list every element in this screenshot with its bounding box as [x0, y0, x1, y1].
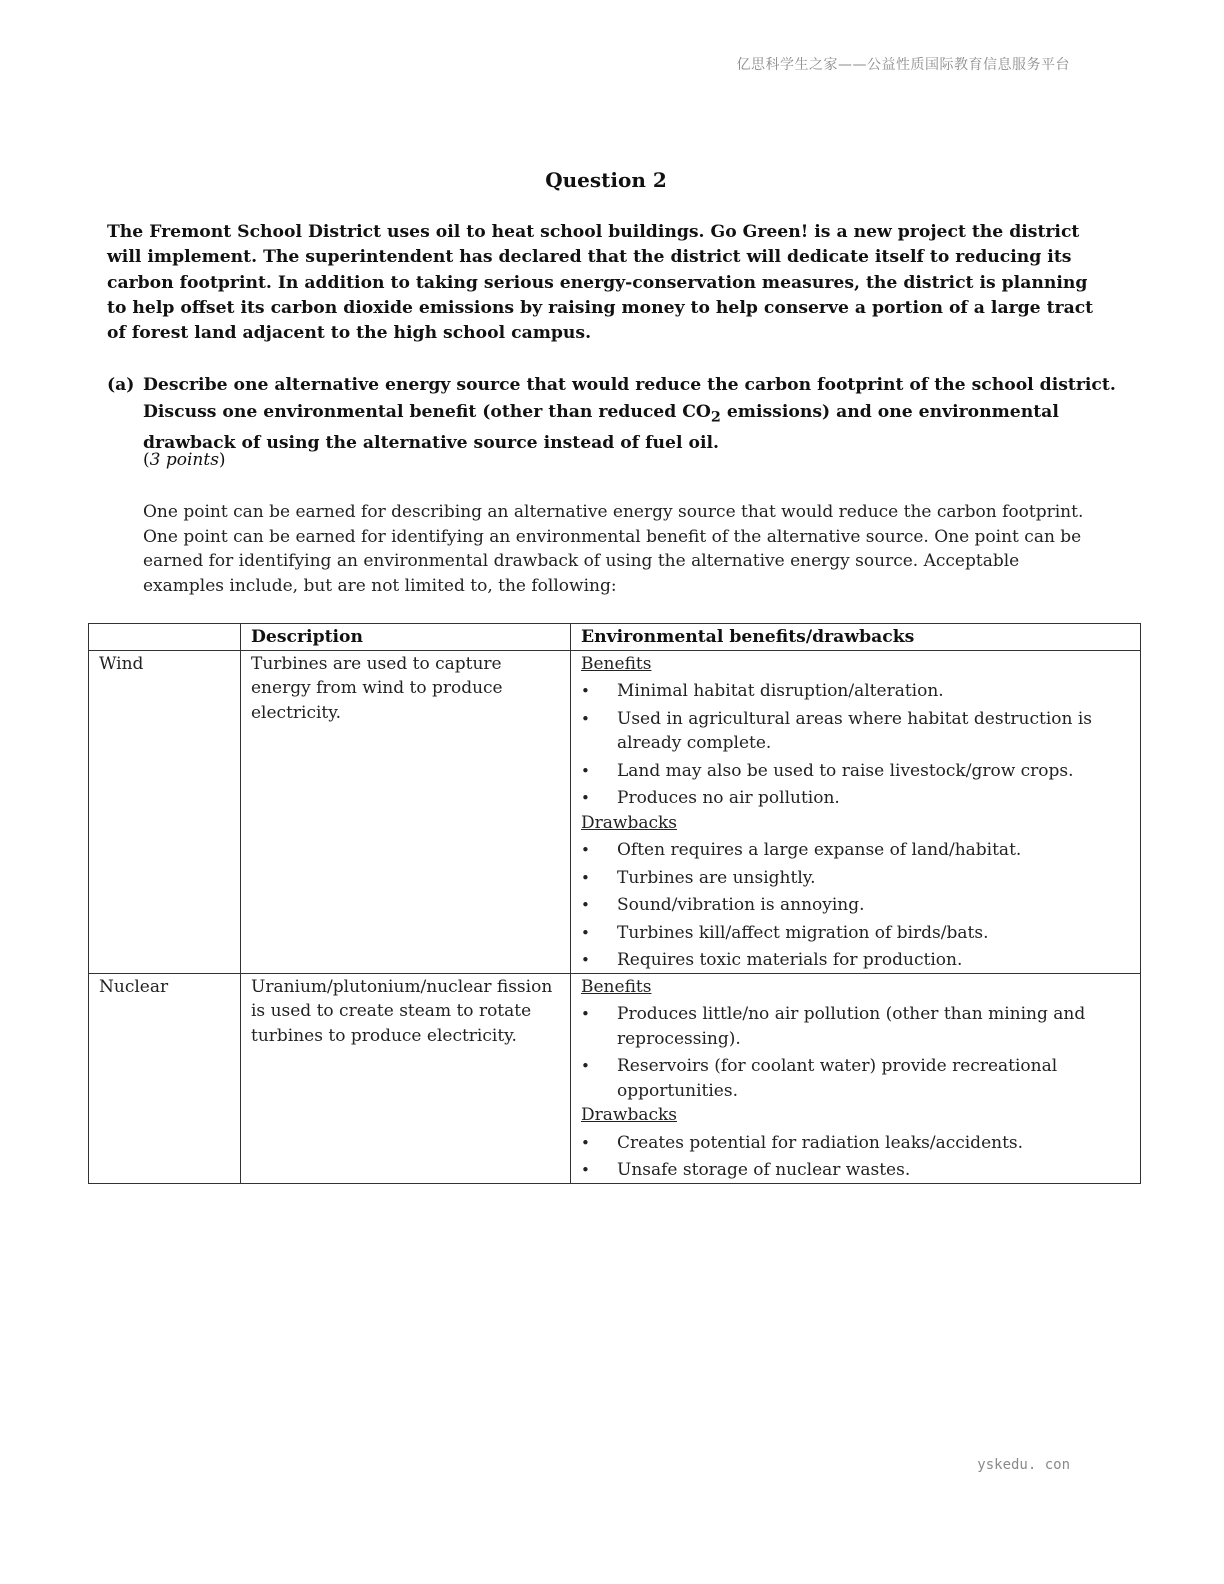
- drawbacks-list: [581, 838, 1130, 973]
- prompt-subscript: 2: [710, 408, 721, 425]
- list-item: [581, 1131, 1130, 1156]
- scoring-guideline: One point can be earned for describing an alternative energy source that would reduce the carbon footprint. One point can be earned for identifying an environmental benefit of the alternative source. One point can be earned for identifying an environmental drawback of using the alternative energy source. Acceptable examples include, but are not limited to, the following:: [143, 502, 1084, 596]
- drawbacks-item-text: Turbines kill/affect migration of birds/bats.: [617, 922, 989, 943]
- benefits-list: [581, 1002, 1130, 1103]
- bullet-icon: •: [581, 923, 590, 942]
- bullet-icon: •: [581, 896, 590, 914]
- bullet-icon: •: [581, 761, 590, 780]
- list-item: [581, 1002, 1130, 1051]
- drawbacks-item-text: Creates potential for radiation leaks/accidents.: [617, 1132, 1024, 1153]
- list-item: [581, 1054, 1130, 1103]
- list-item: [581, 1158, 1130, 1183]
- benefits-item-text: Used in agricultural areas where habitat destruction is already complete.: [617, 708, 1093, 753]
- benefits-item-text: Reservoirs (for coolant water) provide recreational opportunities.: [617, 1056, 1058, 1101]
- drawbacks-item-text: Turbines are unsightly.: [617, 867, 816, 888]
- header-description: Description: [241, 624, 571, 651]
- list-item: [581, 838, 1130, 863]
- list-item: [581, 893, 1130, 918]
- cell-benefits-drawbacks: [571, 973, 1141, 1183]
- list-item: [581, 786, 1130, 811]
- points-value: 3 points: [149, 450, 219, 470]
- drawbacks-item-text: Unsafe storage of nuclear wastes.: [617, 1160, 911, 1180]
- answers-table: [88, 623, 1141, 1184]
- benefits-item-text: Produces no air pollution.: [617, 788, 840, 808]
- benefits-item-text: Minimal habitat disruption/alteration.: [617, 681, 944, 701]
- cell-source: Nuclear: [89, 973, 241, 1183]
- cell-description: Turbines are used to capture energy from wind to produce electricity.: [241, 650, 571, 973]
- bullet-icon: •: [581, 1057, 590, 1075]
- table-row: [89, 973, 1141, 1183]
- points-open: (: [143, 450, 150, 470]
- prompt-text-2: emissions) and one environmental drawback of using the alternative source instead of fuel oil.: [143, 401, 1059, 454]
- benefits-item-text: Produces little/no air pollution (other than mining and reprocessing).: [617, 1004, 1086, 1049]
- part-a-label: (a): [107, 375, 135, 395]
- watermark-header: 亿思科学生之家——公益性质国际教育信息服务平台: [736, 57, 1070, 73]
- table-row: [89, 650, 1141, 973]
- drawbacks-list: [581, 1131, 1130, 1183]
- list-item: [581, 866, 1130, 891]
- benefits-heading: Benefits: [581, 976, 652, 997]
- benefits-heading: Benefits: [581, 653, 652, 674]
- cell-benefits-drawbacks: [571, 650, 1141, 973]
- part-a-prompt-text: [143, 372, 1117, 457]
- question-intro: The Fremont School District uses oil to heat school buildings. Go Green! is a new project the district will implement. The superintendent has declared that the district will dedicate itself to reducing its carbon footprint. In addition to taking serious energy-conservation measures, the district is planning to help offset its carbon dioxide emissions by raising money to help conserve a portion of a large tract of forest land adjacent to the high school campus.: [107, 222, 1094, 344]
- prompt-text-1: Describe one alternative energy source that would reduce the carbon footprint of the school district. Discuss one environmental benefit (other than reduced CO: [143, 375, 1116, 422]
- bullet-icon: •: [581, 1005, 590, 1023]
- bullet-icon: •: [581, 841, 590, 859]
- bullet-icon: •: [581, 789, 590, 807]
- drawbacks-item-text: Requires toxic materials for production.: [617, 950, 963, 970]
- header-benefits-drawbacks: Environmental benefits/drawbacks: [571, 624, 1141, 651]
- points-note: [143, 450, 226, 470]
- benefits-list: [581, 679, 1130, 811]
- list-item: [581, 707, 1130, 756]
- cell-source: Wind: [89, 650, 241, 973]
- bullet-icon: •: [581, 1161, 590, 1179]
- bullet-icon: •: [581, 682, 590, 700]
- list-item: [581, 948, 1130, 973]
- bullet-icon: •: [581, 709, 590, 728]
- points-close: ): [218, 450, 226, 470]
- header-source: [89, 624, 241, 651]
- watermark-footer: yskedu. con: [977, 1457, 1070, 1473]
- cell-description: Uranium/plutonium/nuclear fission is used to create steam to rotate turbines to produce electricity.: [241, 973, 571, 1183]
- drawbacks-item-text: Often requires a large expanse of land/habitat.: [617, 840, 1022, 860]
- part-a-prompt: [107, 372, 1117, 457]
- bullet-icon: •: [581, 868, 590, 887]
- benefits-item-text: Land may also be used to raise livestock/grow crops.: [617, 760, 1074, 781]
- table-header-row: [89, 624, 1141, 651]
- bullet-icon: •: [581, 951, 590, 969]
- bullet-icon: •: [581, 1133, 590, 1152]
- drawbacks-item-text: Sound/vibration is annoying.: [617, 895, 865, 915]
- drawbacks-heading: Drawbacks: [581, 812, 678, 833]
- list-item: [581, 679, 1130, 704]
- drawbacks-heading: Drawbacks: [581, 1105, 678, 1125]
- list-item: [581, 921, 1130, 946]
- question-title: Question 2: [545, 168, 667, 192]
- list-item: [581, 759, 1130, 784]
